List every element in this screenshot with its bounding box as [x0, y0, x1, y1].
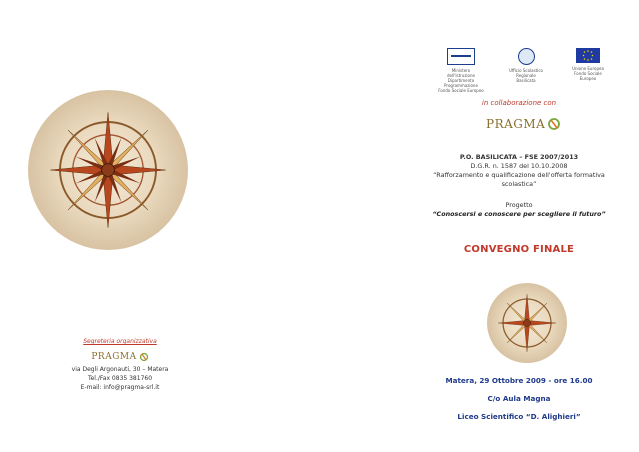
program-line-2: D.G.R. n. 1587 del 10.10.2008: [470, 162, 568, 170]
funding-program: [419, 153, 619, 189]
event-venue: C/o Aula Magna: [487, 394, 551, 403]
organizing-secretariat: [40, 337, 200, 392]
front-cover: [319, 0, 639, 452]
regione-basilicata-logo: [506, 48, 546, 83]
back-cover: [0, 0, 319, 452]
collaboration-label: in collaborazione con: [481, 99, 557, 107]
pragma-logo-main-text: PRAGMA: [486, 117, 546, 131]
project-title: “Conoscersi e conoscere per scegliere il futuro”: [432, 210, 606, 218]
eu-flag-icon: [576, 48, 600, 63]
contacts-email[interactable]: E-mail: info@pragma-srl.it: [80, 384, 160, 391]
sponsor-logos: [430, 48, 610, 93]
ministero-logo: [438, 48, 484, 93]
regione-caption: Ufficio Scolastico Regionale Basilicata: [509, 68, 543, 83]
compass-rose-graphic: [28, 90, 188, 250]
ministero-mark-icon: [447, 48, 475, 65]
compass-rose-small-graphic: [487, 283, 567, 363]
project-label: Progetto: [505, 201, 533, 209]
event-school: Liceo Scientifico “D. Alighieri”: [457, 412, 581, 421]
compass-rose-image: [28, 90, 188, 250]
event-title: CONVEGNO FINALE: [463, 244, 575, 255]
program-line-3: “Rafforzamento e qualificazione dell'offerta formativa: [433, 171, 605, 179]
pragma-logo-main: [486, 117, 561, 131]
program-line-1: P.O. BASILICATA – FSE 2007/2013: [459, 153, 579, 161]
contacts-phone: Tel./Fax 0835 381760: [87, 375, 153, 382]
contacts-address: via Degli Argonauti, 30 – Matera: [71, 366, 169, 373]
project-block: [419, 201, 619, 219]
contacts-heading: Segreteria organizzativa: [83, 338, 157, 345]
compass-rose-small-image: [487, 283, 567, 363]
eu-logo: [566, 48, 610, 81]
pragma-swirl-icon: [547, 117, 561, 131]
program-line-4: scolastica”: [501, 180, 537, 188]
pragma-logo: [91, 352, 148, 362]
pragma-logo-text: PRAGMA: [91, 351, 137, 362]
regione-seal-icon: [518, 48, 535, 65]
event-date: Matera, 29 Ottobre 2009 - ore 16.00: [445, 376, 593, 385]
event-details: [419, 376, 619, 422]
ministero-caption: Ministero dell'Istruzione Dipartimento Programmazione Fondo Sociale Europeo: [438, 68, 484, 93]
pragma-swirl-icon: [139, 352, 149, 362]
eu-caption: Unione Europea Fondo Sociale Europeo: [572, 66, 604, 81]
